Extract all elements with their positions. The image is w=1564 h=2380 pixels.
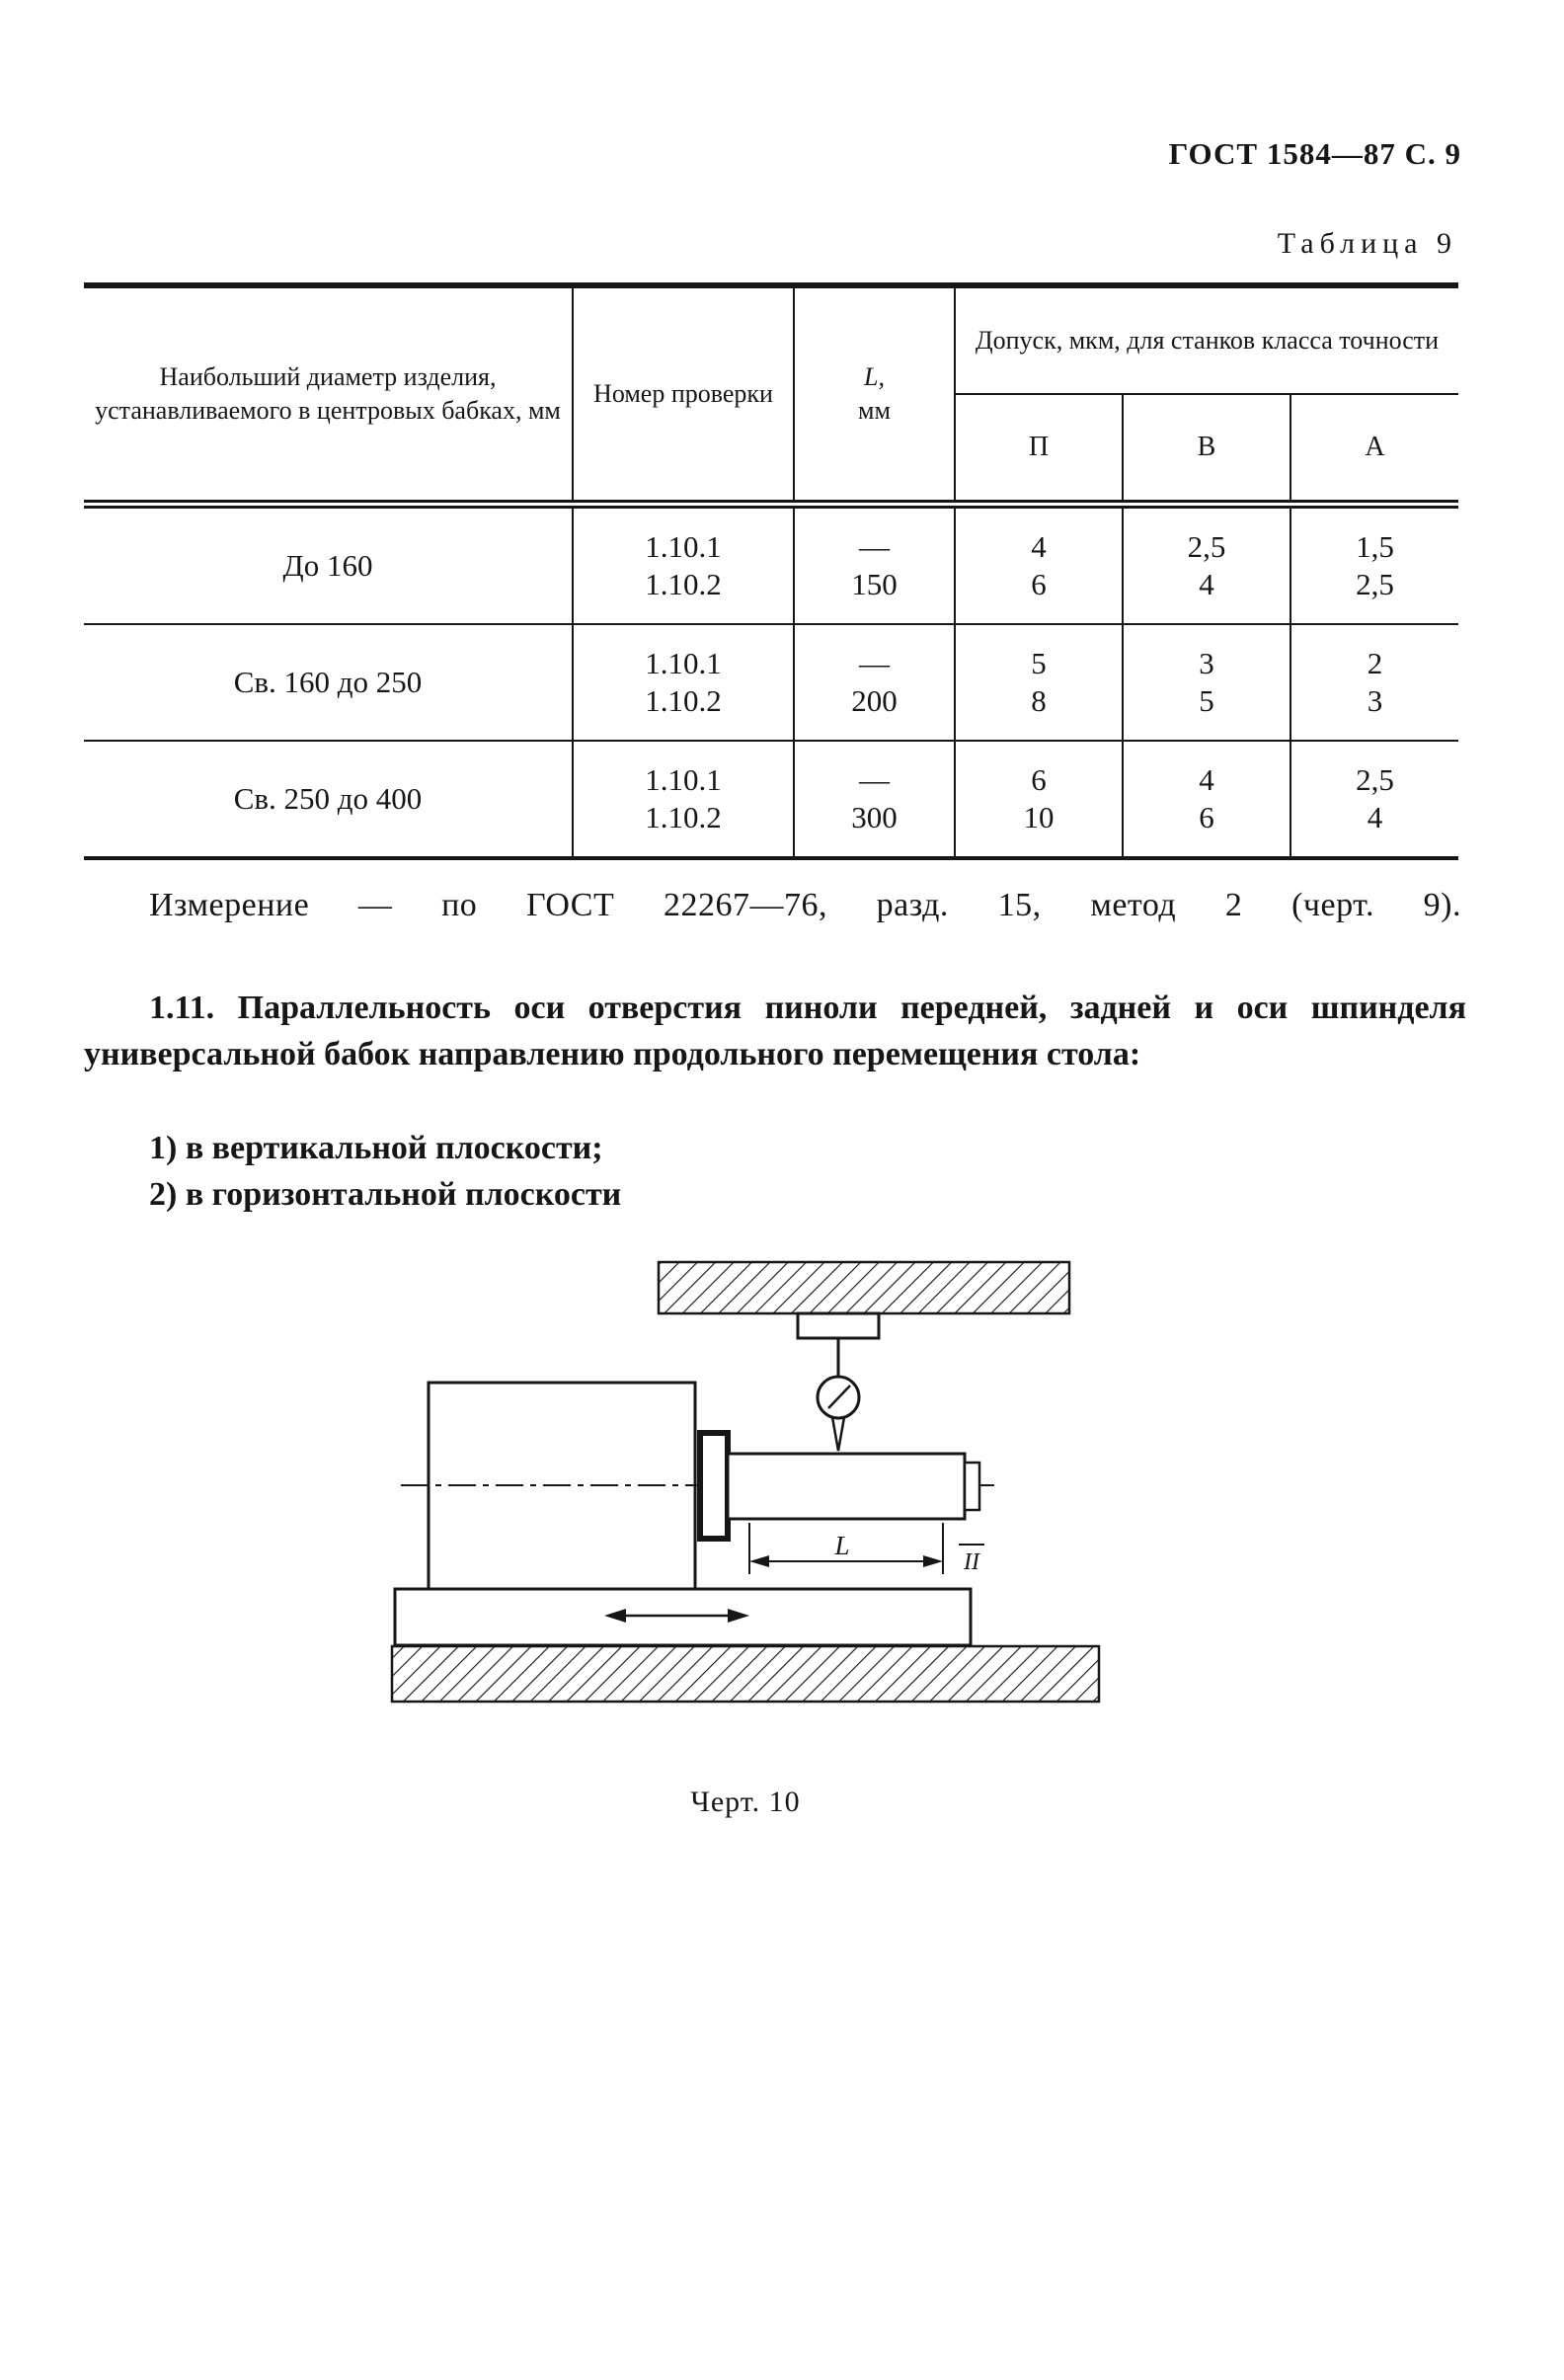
- clause-items: [84, 1126, 1466, 1219]
- indicator-bracket: [798, 1313, 879, 1338]
- cell-length: [794, 624, 955, 741]
- col-header-class-p: П: [955, 394, 1123, 505]
- cell-tolerance-v: [1123, 505, 1290, 625]
- tolerance-line: 8: [1031, 683, 1047, 718]
- col-header-class-v: В: [1123, 394, 1290, 505]
- dimension-arrow-left: [749, 1555, 769, 1567]
- length-line: 300: [851, 800, 898, 834]
- table-row: [84, 741, 1458, 858]
- col-header-length-symbol: L,: [864, 362, 885, 392]
- table-label: Таблица 9: [1277, 227, 1457, 260]
- col-header-check: Номер проверки: [573, 285, 794, 505]
- mandrel: [728, 1454, 965, 1519]
- indicator-tip: [832, 1417, 844, 1451]
- length-line: 200: [851, 683, 898, 718]
- table-base: [395, 1589, 971, 1645]
- figure-caption: Черт. 10: [690, 1785, 801, 1818]
- figure-10: [390, 1260, 1101, 1709]
- dimension-arrow-right: [923, 1555, 943, 1567]
- cell-check: [573, 741, 794, 858]
- machine-drawing: [390, 1260, 1101, 1705]
- cell-tolerance-a: [1290, 505, 1458, 625]
- check-line: 1.10.1: [645, 762, 722, 798]
- clause-item-1: 1) в вертикальной плоскости;: [149, 1130, 603, 1166]
- clause-paragraph: [84, 986, 1466, 1078]
- check-line: 1.10.2: [645, 567, 722, 601]
- tolerance-line: 6: [1031, 762, 1047, 798]
- check-line: 1.10.1: [645, 646, 722, 681]
- length-line: —: [859, 646, 890, 681]
- tolerance-table: [84, 282, 1458, 860]
- cell-check: [573, 624, 794, 741]
- cell-length: [794, 741, 955, 858]
- cell-tolerance-a: [1290, 741, 1458, 858]
- cell-diameter: Св. 250 до 400: [84, 741, 573, 858]
- col-header-tolerance-group: Допуск, мкм, для станков класса точности: [955, 285, 1458, 394]
- cell-diameter: До 160: [282, 548, 373, 584]
- tolerance-line: 2: [1367, 646, 1383, 681]
- table-row: [84, 624, 1458, 741]
- tolerance-line: 3: [1367, 683, 1383, 718]
- tolerance-line: 6: [1031, 567, 1047, 601]
- check-line: 1.10.2: [645, 800, 722, 834]
- section-label: II: [964, 1549, 979, 1575]
- tolerance-line: 5: [1199, 683, 1214, 718]
- clause-number: 1.11.: [149, 990, 215, 1026]
- table-row: [84, 505, 1458, 625]
- cell-length: [794, 505, 955, 625]
- dimension-label: L: [834, 1531, 850, 1560]
- length-line: —: [859, 529, 890, 565]
- tolerance-line: 1,5: [1356, 529, 1394, 565]
- mandrel-tip: [965, 1463, 979, 1510]
- tolerance-line: 5: [1031, 646, 1047, 681]
- tolerance-line: 2,5: [1356, 567, 1394, 601]
- tolerance-line: 10: [1023, 800, 1055, 834]
- tolerance-table-wrap: [84, 282, 1458, 860]
- floor-surface: [392, 1646, 1099, 1702]
- check-line: 1.10.1: [645, 529, 722, 565]
- overhead-beam: [659, 1262, 1069, 1313]
- measurement-paragraph: Измерение — по ГОСТ 22267—76, разд. 15, метод 2 (черт. 9).: [149, 887, 1461, 923]
- col-header-diameter: Наибольший диаметр изделия, устанавливаемого в центровых бабках, мм: [84, 285, 573, 505]
- cell-tolerance-p: [955, 741, 1123, 858]
- tolerance-line: 2,5: [1187, 529, 1226, 565]
- cell-tolerance-a: [1290, 624, 1458, 741]
- page-header: ГОСТ 1584—87 С. 9: [1168, 136, 1461, 171]
- length-line: 150: [851, 567, 898, 601]
- cell-diameter: Св. 160 до 250: [84, 624, 573, 741]
- cell-tolerance-v: [1123, 624, 1290, 741]
- cell-tolerance-p: [955, 624, 1123, 741]
- tolerance-line: 4: [1031, 529, 1047, 565]
- cell-tolerance-p: [955, 505, 1123, 625]
- tolerance-line: 4: [1367, 800, 1383, 834]
- col-header-class-a: А: [1290, 394, 1458, 505]
- col-header-length: [794, 285, 955, 505]
- check-line: 1.10.2: [645, 683, 722, 718]
- tolerance-line: 2,5: [1356, 762, 1394, 798]
- tolerance-line: 6: [1199, 800, 1214, 834]
- tolerance-line: 4: [1199, 567, 1214, 601]
- mandrel-flange: [700, 1433, 728, 1539]
- cell-check: [573, 505, 794, 625]
- col-header-length-unit: мм: [858, 396, 891, 425]
- clause-item-2: 2) в горизонтальной плоскости: [149, 1175, 622, 1213]
- length-line: —: [859, 762, 890, 798]
- tolerance-line: 4: [1199, 762, 1214, 798]
- tolerance-line: 3: [1199, 646, 1214, 681]
- clause-body: Параллельность оси отверстия пиноли передней, задней и оси шпинделя универсальной бабок направлению продольного перемещения стола:: [84, 990, 1467, 1072]
- cell-tolerance-v: [1123, 741, 1290, 858]
